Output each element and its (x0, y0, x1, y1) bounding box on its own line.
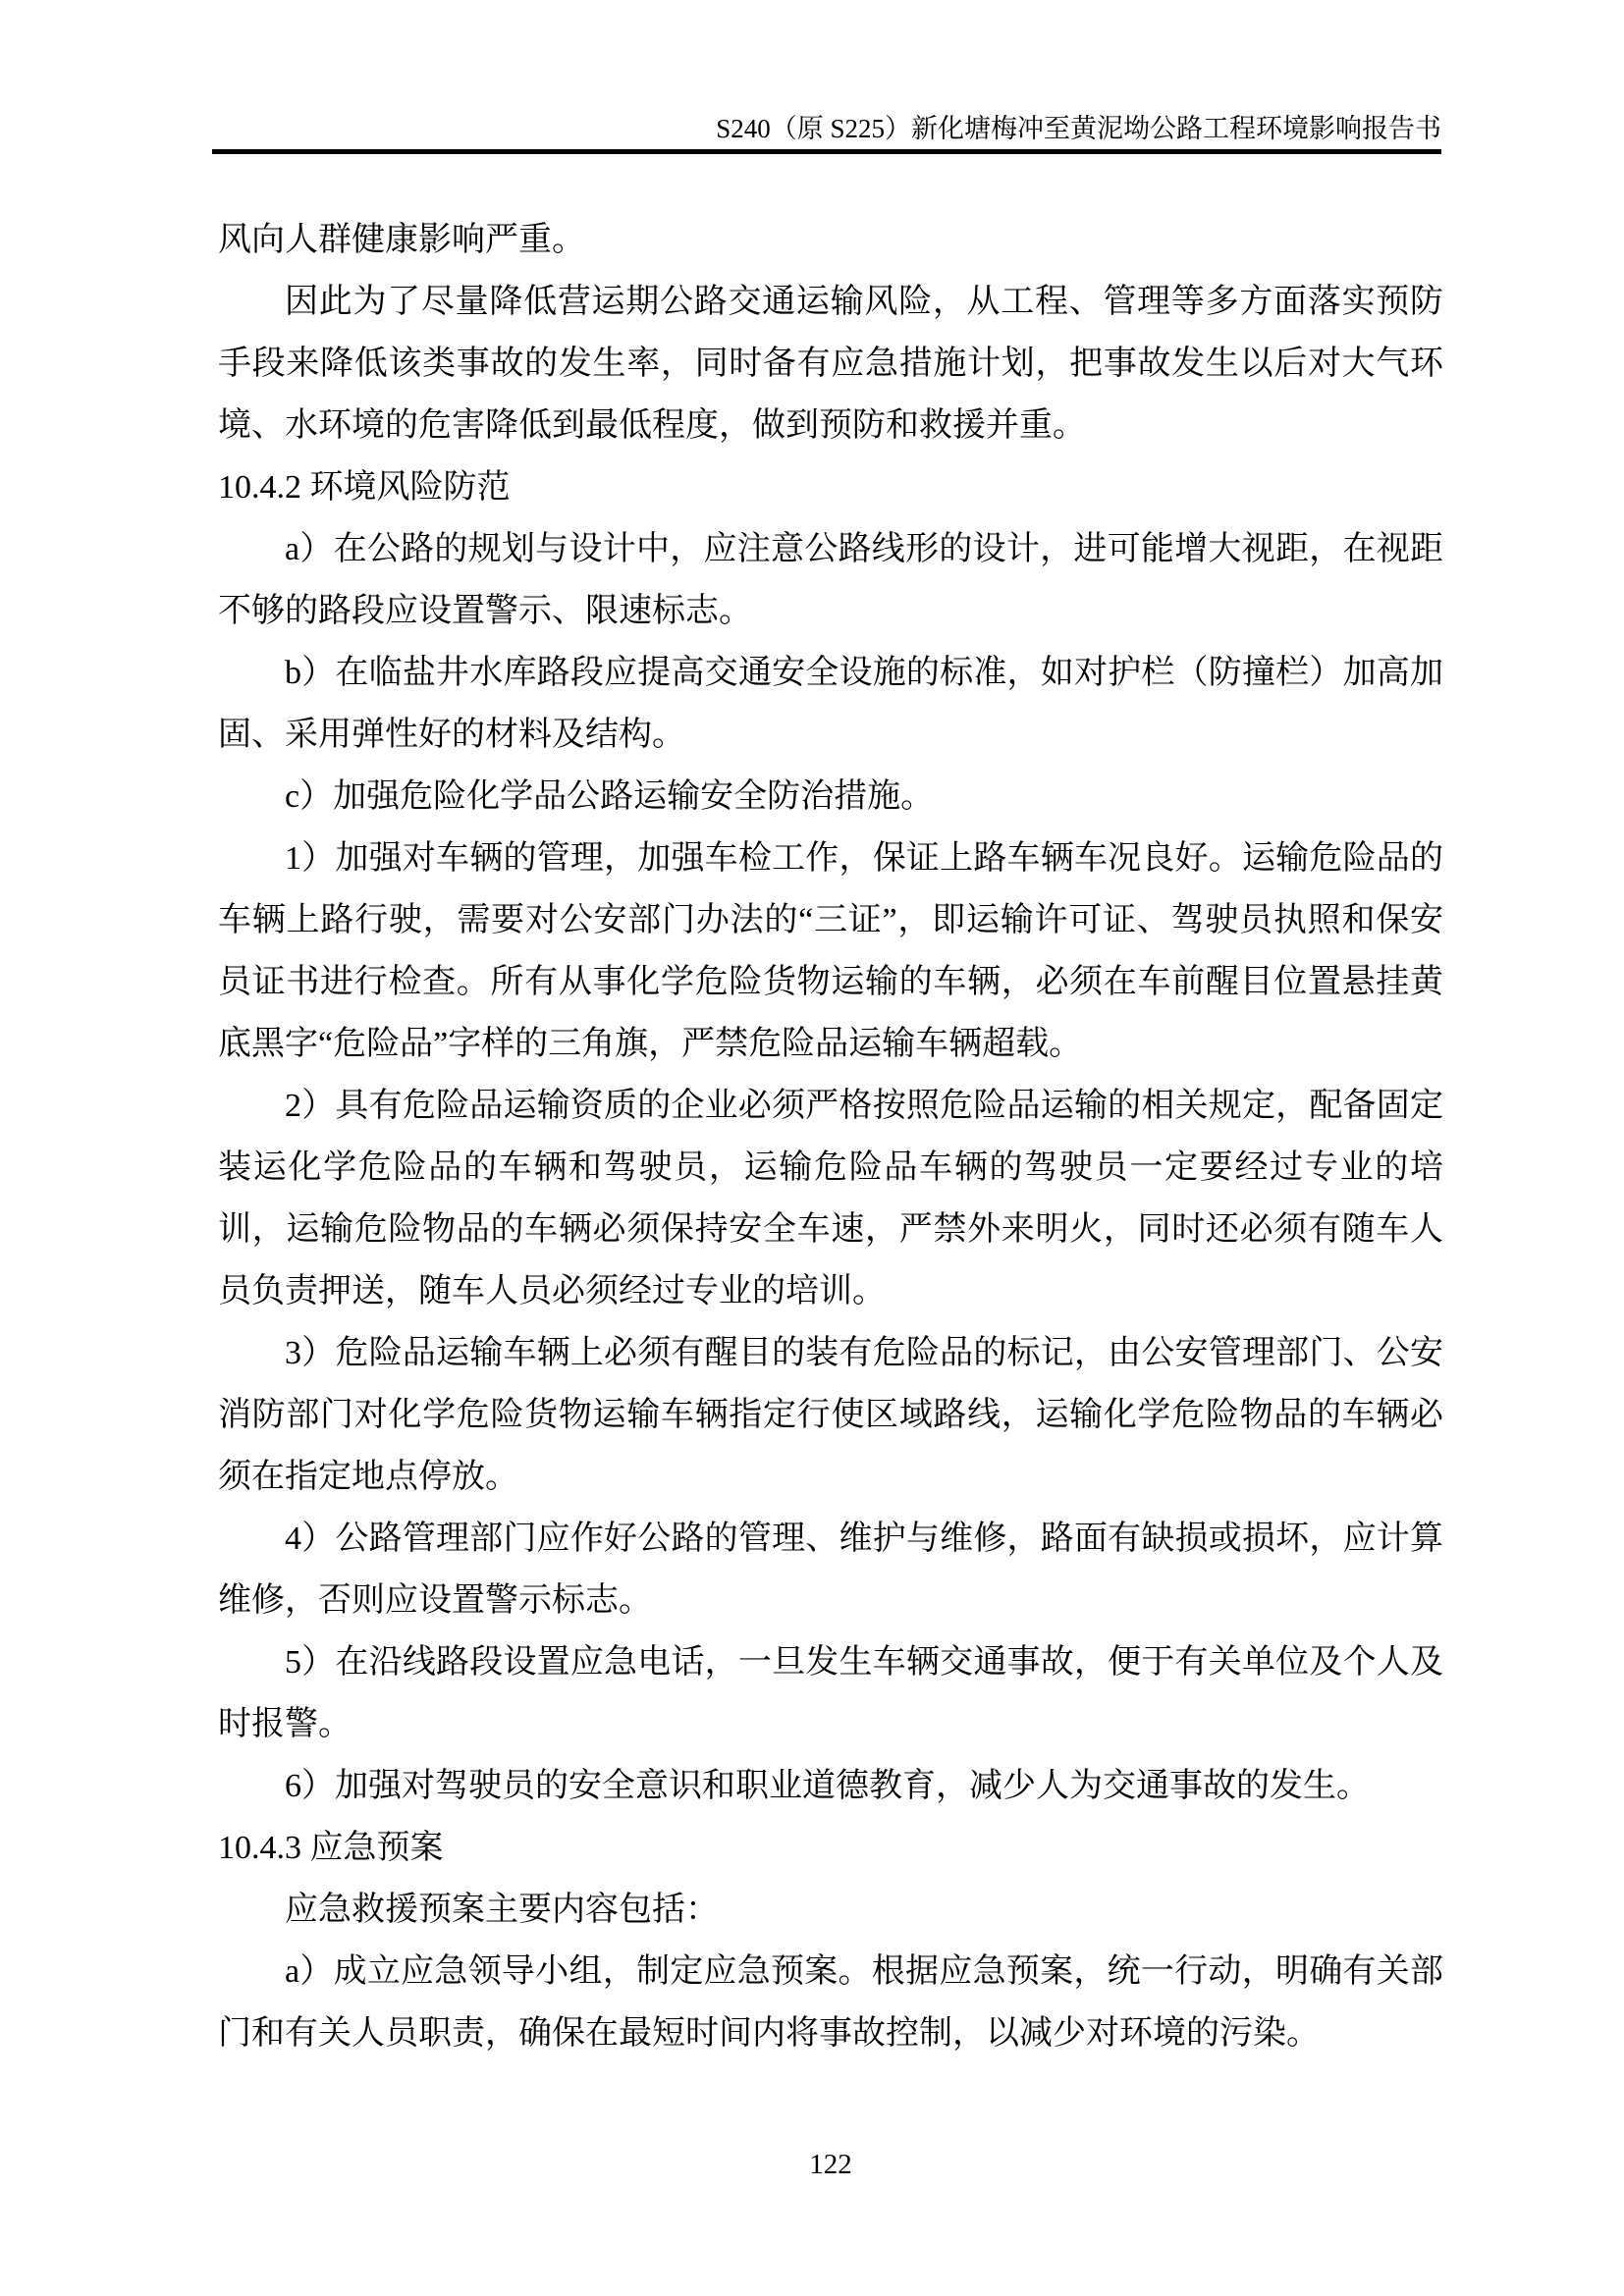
paragraph: 风向人群健康影响严重。 (218, 222, 585, 258)
paragraph: 应急救援预案主要内容包括： (285, 1892, 719, 1928)
paragraph: a）在公路的规划与设计中，应注意公路线形的设计，进可能增大视距，在视距不够的路段应设置警示、限速标志。 (218, 531, 1443, 629)
paragraph: 3）危险品运输车辆上必须有醒目的装有危险品的标记，由公安管理部门、公安消防部门对化学危险货物运输车辆指定行使区域路线，运输化学危险物品的车辆必须在指定地点停放。 (218, 1335, 1443, 1495)
section-heading: 10.4.3 应急预案 (218, 1830, 444, 1866)
paragraph: 5）在沿线路段设置应急电话，一旦发生车辆交通事故，便于有关单位及个人及时报警。 (218, 1644, 1443, 1742)
page-number: 122 (809, 2149, 852, 2180)
paragraph: 4）公路管理部门应作好公路的管理、维护与维修，路面有缺损或损坏，应计算维修，否则应设置警示标志。 (218, 1521, 1443, 1619)
paragraph: 2）具有危险品运输资质的企业必须严格按照危险品运输的相关规定，配备固定装运化学危险品的车辆和驾驶员，运输危险品车辆的驾驶员一定要经过专业的培训，运输危险物品的车辆必须保持安全车速，严禁外来明火，同时还必须有随车人员负责押送，随车人员必须经过专业的培训。 (218, 1088, 1443, 1309)
document-body (218, 209, 1443, 2064)
section-heading: 10.4.2 环境风险防范 (218, 469, 511, 506)
page-header-title: S240（原 S225）新化塘梅冲至黄泥坳公路工程环境影响报告书 (716, 114, 1441, 143)
paragraph: a）成立应急领导小组，制定应急预案。根据应急预案，统一行动，明确有关部门和有关人员职责，确保在最短时间内将事故控制，以减少对环境的污染。 (218, 1953, 1443, 2052)
paragraph: 因此为了尽量降低营运期公路交通运输风险，从工程、管理等多方面落实预防手段来降低该类事故的发生率，同时备有应急措施计划，把事故发生以后对大气环境、水环境的危害降低到最低程度，做到预防和救援并重。 (218, 284, 1443, 444)
header-rule (212, 149, 1441, 154)
paragraph: 1）加强对车辆的管理，加强车检工作，保证上路车辆车况良好。运输危险品的车辆上路行驶，需要对公安部门办法的“三证”，即运输许可证、驾驶员执照和保安员证书进行检查。所有从事化学危险货物运输的车辆，必须在车前醒目位置悬挂黄底黑字“危险品”字样的三角旗，严禁危险品运输车辆超载。 (218, 840, 1443, 1062)
paragraph: 6）加强对驾驶员的安全意识和职业道德教育，减少人为交通事故的发生。 (285, 1768, 1370, 1804)
paragraph: b）在临盐井水库路段应提高交通安全设施的标准，如对护栏（防撞栏）加高加固、采用弹性好的材料及结构。 (218, 655, 1443, 753)
paragraph: c）加强危险化学品公路运输安全防治措施。 (285, 778, 935, 815)
